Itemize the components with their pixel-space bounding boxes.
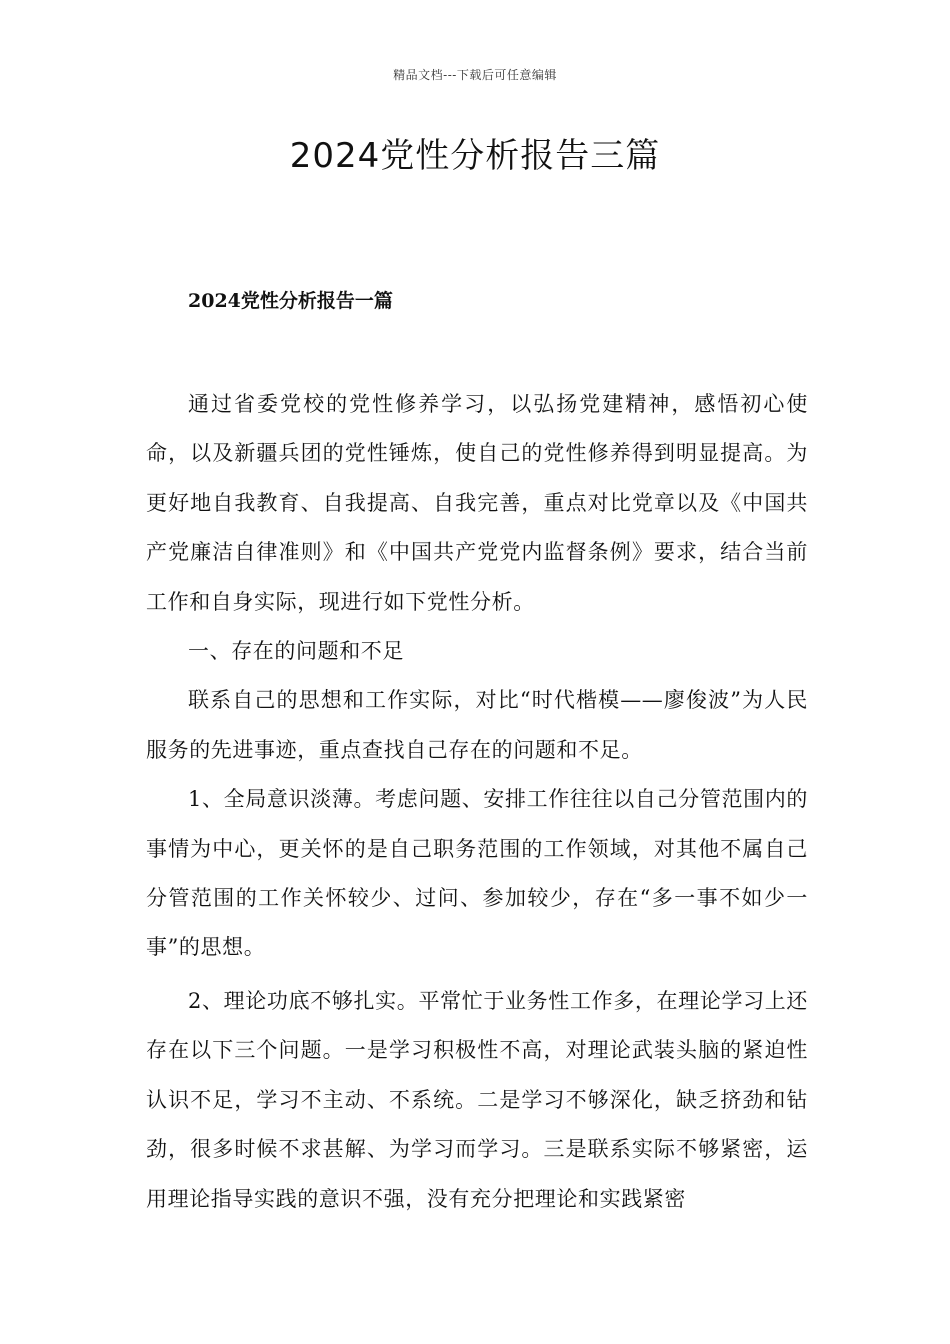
section-heading: 2024党性分析报告一篇 xyxy=(188,290,393,312)
document-body xyxy=(146,380,808,1224)
paragraph-point-1: 1、全局意识淡薄。考虑问题、安排工作往往以自己分管范围内的事情为中心，更关怀的是自己职务范围的工作领域，对其他不属自己分管范围的工作关怀较少、过问、参加较少，存在“多一事不如少一事”的思想。 xyxy=(146,787,808,960)
document-title: 2024党性分析报告三篇 xyxy=(289,136,661,176)
paragraph-contrast: 联系自己的思想和工作实际，对比“时代楷模——廖俊波”为人民服务的先进事迹，重点查找自己存在的问题和不足。 xyxy=(146,688,808,762)
paragraph-point-2: 2、理论功底不够扎实。平常忙于业务性工作多，在理论学习上还存在以下三个问题。一是学习积极性不高，对理论武装头脑的紧迫性认识不足，学习不主动、不系统。二是学习不够深化，缺乏挤劲和钻劲，很多时候不求甚解、为学习而学习。三是联系实际不够紧密，运用理论指导实践的意识不强，没有充分把理论和实践紧密 xyxy=(146,988,808,1211)
header-note: 精品文档---下载后可任意编辑 xyxy=(393,68,557,82)
paragraph-subheading-problems: 一、存在的问题和不足 xyxy=(188,639,404,664)
paragraph-intro: 通过省委党校的党性修养学习，以弘扬党建精神，感悟初心使命，以及新疆兵团的党性锤炼，使自己的党性修养得到明显提高。为更好地自我教育、自我提高、自我完善，重点对比党章以及《中国共产党廉洁自律准则》和《中国共产党党内监督条例》要求，结合当前工作和自身实际，现进行如下党性分析。 xyxy=(146,392,808,614)
